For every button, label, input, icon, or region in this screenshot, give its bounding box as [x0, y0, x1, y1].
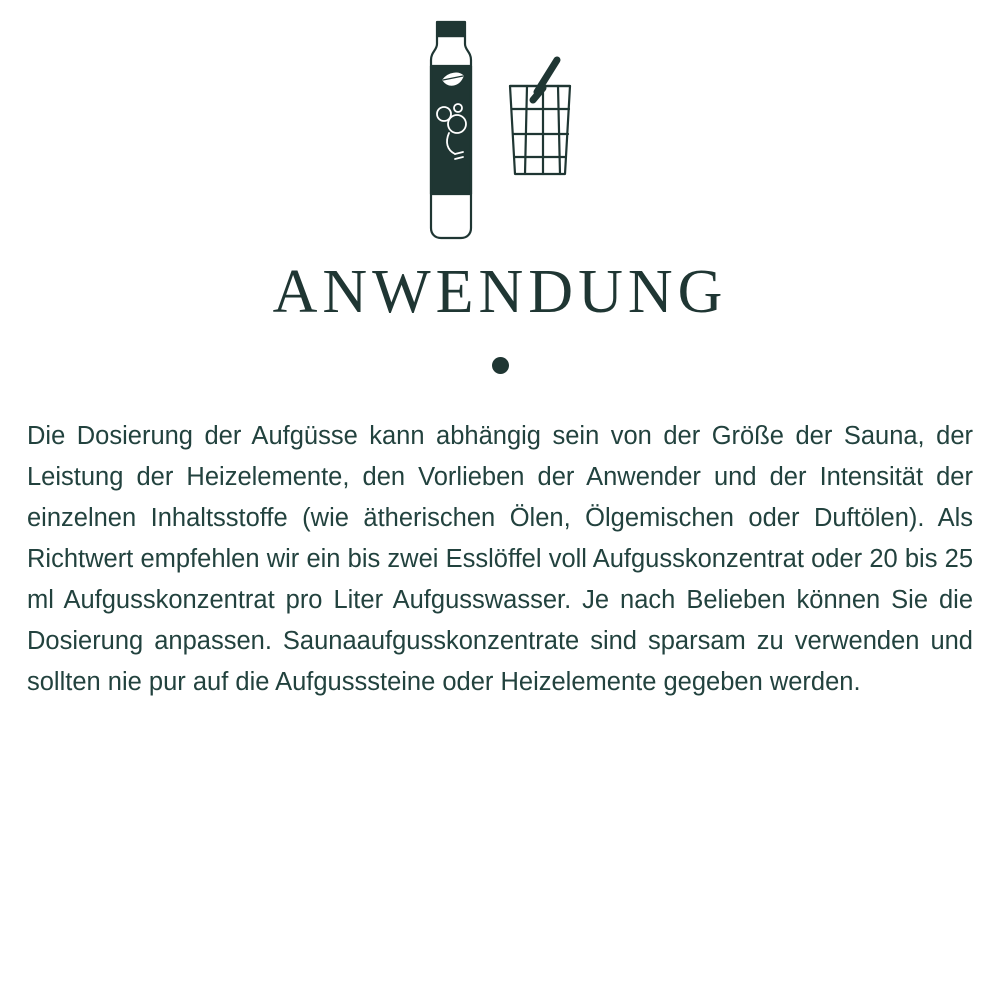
illustration-container [0, 0, 1000, 254]
usage-description [27, 416, 973, 703]
page-title: ANWENDUNG [272, 258, 728, 326]
dot-divider [0, 357, 1000, 374]
sauna-infusion-bottle-and-bucket-icon [385, 14, 615, 254]
divider-dot-icon [492, 357, 509, 374]
usage-paragraph: Die Dosierung der Aufgüsse kann abhängig sein von der Größe der Sauna, der Leistung der Heizelemente, den Vorlieben der Anwender und der Intensität der einzelnen Inhaltsstoffe (wie ätherischen Ölen, Ölgemischen oder Duftölen). Als Richtwert empfehlen wir ein bis zwei Esslöffel voll Aufgusskonzentrat oder 20 bis 25 ml Aufgusskonzentrat pro Liter Aufgusswasser. Je nach Belieben können Sie die Dosierung anpassen. Saunaaufgusskonzentrate sind sparsam zu verwenden und sollten nie pur auf die Aufgusssteine oder Heizelemente gegeben werden. [27, 422, 973, 697]
